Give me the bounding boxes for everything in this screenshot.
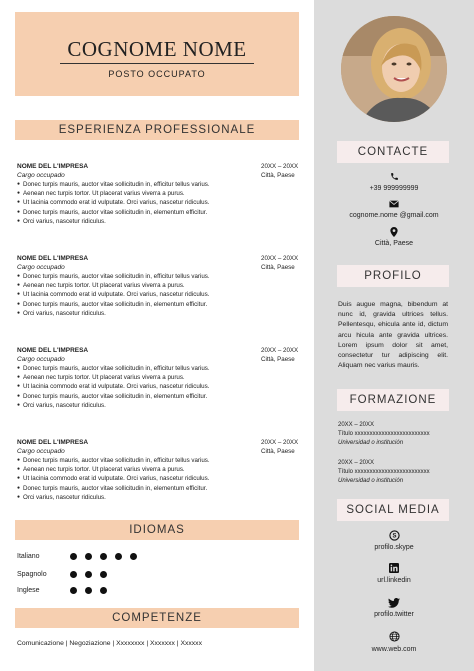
job-place: Città, Paese [261, 356, 295, 363]
linkedin-icon [389, 563, 399, 573]
education-entry [338, 459, 458, 486]
job-place: Città, Paese [261, 264, 295, 271]
skype-icon [389, 530, 400, 541]
job-entry [17, 438, 301, 502]
level-dot [85, 571, 92, 578]
profile-text: Duis augue magna, bibendum at nunc id, gravida ultrices tellus. Pellentesqu, ehicula ante id, dictum arcu hicula ante gravida ultrices. Lorem ipsum dolor sit amet, consectetur tur adipiscing elit. Aliquam nec varius mauris. [338, 301, 448, 370]
bullet-item: ● Aenean nec turpis tortor. Ut placerat varius viverra a purus. [17, 373, 301, 382]
twitter-icon [388, 598, 400, 608]
contact-phone [314, 172, 474, 192]
twitter-handle[interactable]: profilo.twitter [374, 611, 414, 618]
social-heading: SOCIAL MEDIA [337, 499, 449, 521]
experience-heading: ESPERIENZA PROFESSIONALE [15, 120, 299, 140]
linkedin-url[interactable]: url.linkedin [377, 577, 411, 584]
language-name: Italiano [17, 553, 40, 560]
job-bullets [17, 456, 301, 502]
education-title: Título xxxxxxxxxxxxxxxxxxxxxxxxx [338, 469, 430, 475]
language-level-dots [70, 571, 107, 578]
job-company: NOME DEL L'IMPRESA [17, 439, 89, 446]
job-position: POSTO OCCUPATO [108, 69, 206, 79]
bullet-item: ● Donec turpis mauris, auctor vitae sollicitudin in, efficitur tellus varius. [17, 364, 301, 373]
language-level-dots [70, 553, 137, 560]
language-name: Inglese [17, 587, 40, 594]
bullet-item: ● Donec turpis mauris, auctor vitae sollicitudin in, elementum efficitur. [17, 392, 301, 401]
social-skype [314, 530, 474, 551]
job-place: Città, Paese [261, 448, 295, 455]
job-dates-block [261, 162, 301, 180]
job-company: NOME DEL L'IMPRESA [17, 347, 89, 354]
city-country: Città, Paese [374, 240, 414, 247]
bullet-item: ● Orci varius, nascetur ridiculus. [17, 217, 301, 226]
job-role: Cargo occupado [17, 172, 65, 179]
job-bullets [17, 272, 301, 318]
job-dates-block [261, 254, 301, 272]
contact-email [314, 200, 474, 219]
education-dates: 20XX – 20XX [338, 422, 375, 428]
website-url[interactable]: www.web.com [371, 646, 417, 653]
social-web [314, 631, 474, 653]
job-place: Città, Paese [261, 172, 295, 179]
language-row [17, 569, 167, 581]
job-dates: 20XX – 20XX [261, 439, 299, 446]
skype-handle[interactable]: profilo.skype [374, 544, 414, 551]
phone-number: +39 999999999 [369, 185, 419, 192]
language-row [17, 585, 167, 597]
level-dot [100, 553, 107, 560]
job-role: Cargo occupado [17, 448, 65, 455]
bullet-item: ● Aenean nec turpis tortor. Ut placerat varius viverra a purus. [17, 281, 301, 290]
svg-text:S: S [392, 533, 396, 540]
job-dates: 20XX – 20XX [261, 255, 299, 262]
bullet-item: ● Donec turpis mauris, auctor vitae sollicitudin in, efficitur tellus varius. [17, 456, 301, 465]
location-icon [390, 227, 398, 237]
social-twitter [314, 598, 474, 618]
bullet-item: ● Donec turpis mauris, auctor vitae sollicitudin in, elementum efficitur. [17, 484, 301, 493]
skills-heading: COMPETENZE [15, 608, 299, 628]
bullet-item: ● Donec turpis mauris, auctor vitae sollicitudin in, elementum efficitur. [17, 208, 301, 217]
bullet-item: ● Orci varius, nascetur ridiculus. [17, 493, 301, 502]
phone-icon [390, 172, 399, 181]
email-address[interactable]: cognome.nome @gmail.com [349, 212, 439, 219]
bullet-item: ● Aenean nec turpis tortor. Ut placerat varius viverra a purus. [17, 465, 301, 474]
job-entry [17, 162, 301, 226]
person-name: COGNOME NOME [67, 37, 247, 61]
bullet-item: ● Ut lacinia commodo erat id vulputate. Orci varius, nascetur ridiculus. [17, 198, 301, 207]
bullet-item: ● Orci varius, nascetur ridiculus. [17, 309, 301, 318]
education-dates: 20XX – 20XX [338, 460, 375, 466]
job-bullets [17, 180, 301, 226]
bullet-item: ● Orci varius, nascetur ridiculus. [17, 401, 301, 410]
job-entry [17, 346, 301, 410]
bullet-item: ● Ut lacinia commodo erat id vulputate. Orci varius, nascetur ridiculus. [17, 290, 301, 299]
level-dot [85, 553, 92, 560]
job-role: Cargo occupado [17, 356, 65, 363]
profile-photo [341, 16, 447, 122]
email-icon [389, 200, 399, 208]
languages-heading: IDIOMAS [15, 520, 299, 540]
level-dot [100, 571, 107, 578]
education-heading: FORMAZIONE [337, 389, 449, 411]
globe-icon [389, 631, 400, 642]
language-name: Spagnolo [17, 571, 47, 578]
bullet-item: ● Donec turpis mauris, auctor vitae sollicitudin in, elementum efficitur. [17, 300, 301, 309]
job-company: NOME DEL L'IMPRESA [17, 255, 89, 262]
education-entry [338, 421, 458, 448]
bullet-item: ● Donec turpis mauris, auctor vitae sollicitudin in, efficitur tellus varius. [17, 180, 301, 189]
language-row [17, 551, 167, 563]
job-company: NOME DEL L'IMPRESA [17, 163, 89, 170]
level-dot [115, 553, 122, 560]
level-dot [100, 587, 107, 594]
level-dot [85, 587, 92, 594]
level-dot [130, 553, 137, 560]
bullet-item: ● Aenean nec turpis tortor. Ut placerat varius viverra a purus. [17, 189, 301, 198]
job-dates-block [261, 438, 301, 456]
bullet-item: ● Ut lacinia commodo erat id vulputate. Orci varius, nascetur ridiculus. [17, 382, 301, 391]
job-dates-block [261, 346, 301, 364]
education-title: Título xxxxxxxxxxxxxxxxxxxxxxxxx [338, 431, 430, 437]
language-level-dots [70, 587, 107, 594]
education-institution: Universidad o institución [338, 478, 404, 484]
level-dot [70, 553, 77, 560]
header-box [15, 12, 299, 96]
level-dot [70, 571, 77, 578]
name-divider [60, 63, 254, 64]
profile-photo-image [341, 16, 447, 122]
job-role: Cargo occupado [17, 264, 65, 271]
contact-location [314, 227, 474, 247]
level-dot [70, 587, 77, 594]
bullet-item: ● Donec turpis mauris, auctor vitae sollicitudin in, efficitur tellus varius. [17, 272, 301, 281]
job-bullets [17, 364, 301, 410]
job-entry [17, 254, 301, 318]
job-dates: 20XX – 20XX [261, 163, 299, 170]
social-linkedin [314, 563, 474, 584]
bullet-item: ● Ut lacinia commodo erat id vulputate. Orci varius, nascetur ridiculus. [17, 474, 301, 483]
education-institution: Universidad o institución [338, 440, 404, 446]
job-dates: 20XX – 20XX [261, 347, 299, 354]
contact-heading: CONTACTE [337, 141, 449, 163]
profile-heading: PROFILO [337, 265, 449, 287]
skills-list: Comunicazione | Negoziazione | Xxxxxxxx | Xxxxxxx | Xxxxxx [17, 640, 202, 647]
